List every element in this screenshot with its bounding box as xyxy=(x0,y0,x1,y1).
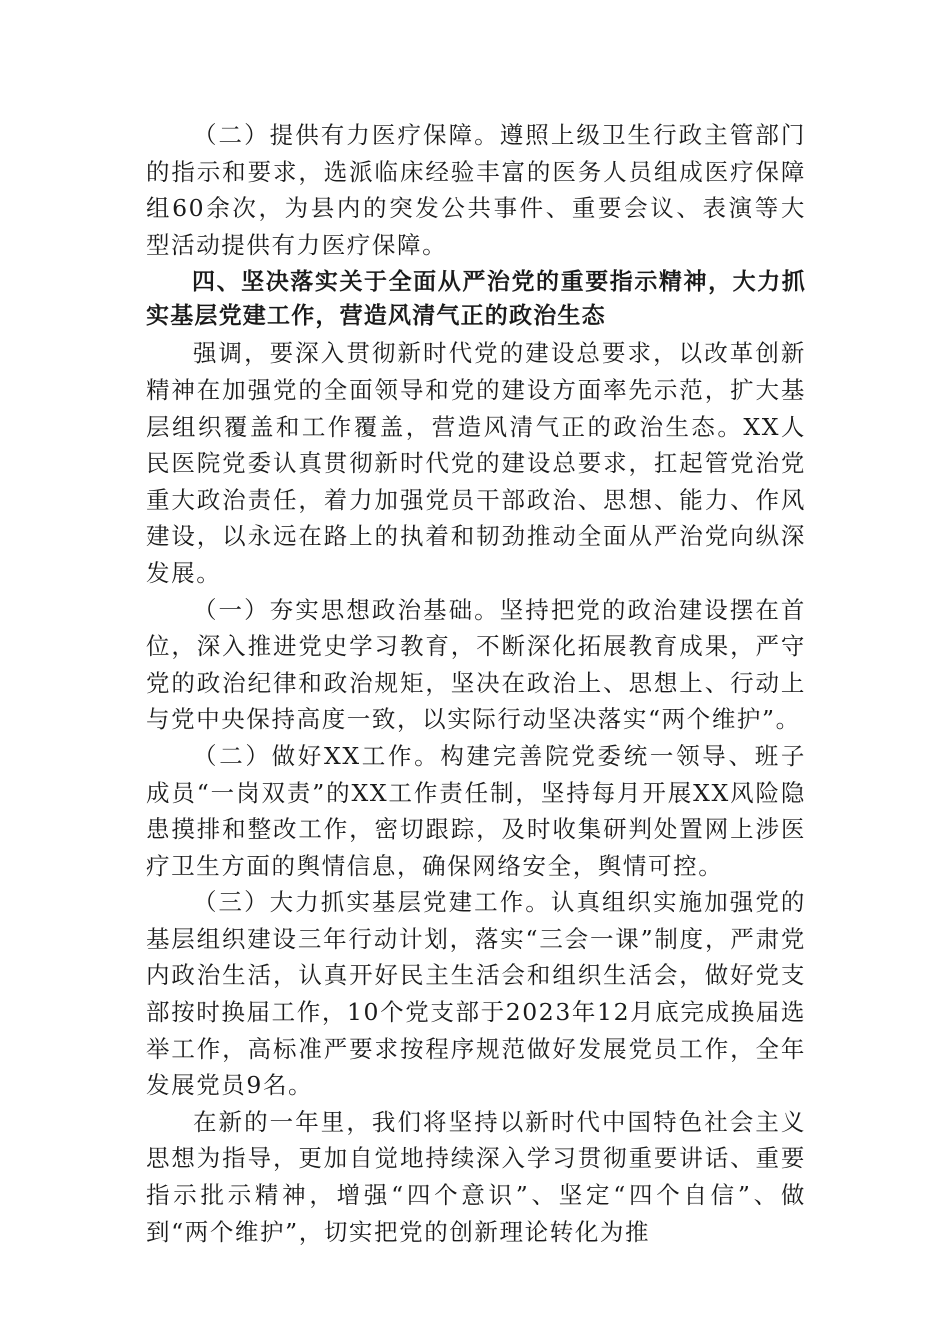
paragraph-ideological-foundation: （一）夯实思想政治基础。坚持把党的政治建设摆在首位，深入推进党史学习教育，不断深化拓展教育成果，严守党的政治纪律和政治规矩，坚决在政治上、思想上、行动上与党中央保持高度一致，以实际行动坚决落实“两个维护”。 xyxy=(146,595,806,734)
paragraph-new-year-outlook: 在新的一年里，我们将坚持以新时代中国特色社会主义思想为指导，更加自觉地持续深入学习贯彻重要讲话、重要指示批示精神，增强“四个意识”、坚定“四个自信”、做到“两个维护”，切实把党的创新理论转化为推 xyxy=(146,1107,806,1246)
document-page xyxy=(146,117,806,1250)
paragraph-medical-support: （二）提供有力医疗保障。遵照上级卫生行政主管部门的指示和要求，选派临床经验丰富的医务人员组成医疗保障组60余次，为县内的突发公共事件、重要会议、表演等大型活动提供有力医疗保障。 xyxy=(146,121,806,259)
paragraph-xx-work: （二）做好XX工作。构建完善院党委统一领导、班子成员“一岗双责”的XX工作责任制，坚持每月开展XX风险隐患摸排和整改工作，密切跟踪，及时收集研判处置网上涉医疗卫生方面的舆情信息，确保网络安全，舆情可控。 xyxy=(146,741,806,880)
paragraph-grassroots-party-building: （三）大力抓实基层党建工作。认真组织实施加强党的基层组织建设三年行动计划，落实“三会一课”制度，严肃党内政治生活，认真开好民主生活会和组织生活会，做好党支部按时换届工作，10个党支部于2023年12月底完成换届选举工作，高标准严要求按程序规范做好发展党员工作，全年发展党员9名。 xyxy=(146,888,806,1100)
paragraph-party-building-intro: 强调，要深入贯彻新时代党的建设总要求，以改革创新精神在加强党的全面领导和党的建设方面率先示范，扩大基层组织覆盖和工作覆盖，营造风清气正的政治生态。XX人民医院党委认真贯彻新时代党的建设总要求，扛起管党治党重大政治责任，着力加强党员干部政治、思想、能力、作风建设，以永远在路上的执着和韧劲推动全面从严治党向纵深发展。 xyxy=(146,339,806,587)
section-heading-four: 四、坚决落实关于全面从严治党的重要指示精神，大力抓实基层党建工作，营造风清气正的政治生态 xyxy=(146,269,806,330)
